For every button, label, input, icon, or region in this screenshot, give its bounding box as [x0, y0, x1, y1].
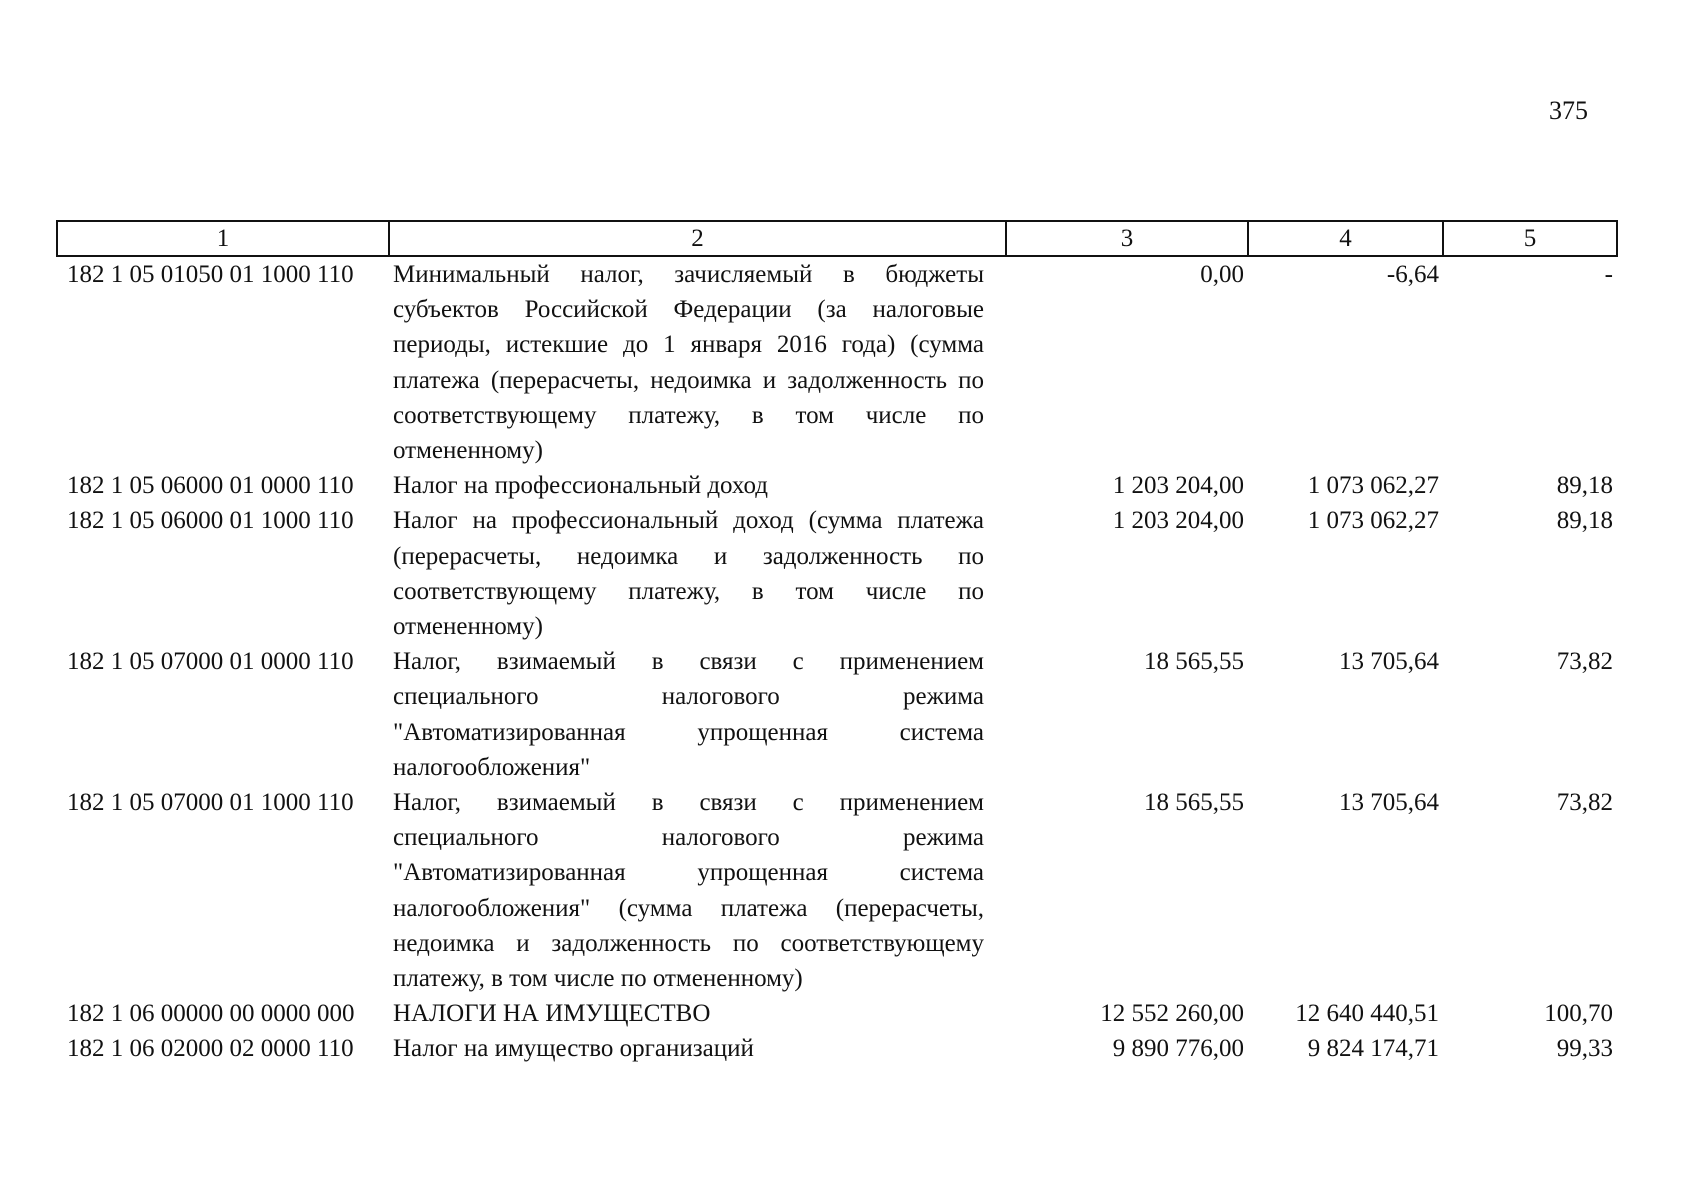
revenue-name-cell: Налог, взимаемый в связи с применением специального налогового режима "Автоматизированная упрощенная система налогообложения" [393, 648, 984, 781]
column-5-value: 89,18 [1556, 472, 1613, 500]
column-header-4: 4 [1248, 221, 1443, 256]
table-row [57, 996, 1617, 1031]
budget-code-cell: 182 1 05 07000 01 1000 110 [67, 789, 354, 817]
table-row [57, 785, 1617, 996]
table-row [57, 256, 1617, 468]
revenue-name-cell: Минимальный налог, зачисляемый в бюджеты субъектов Российской Федерации (за налоговые периоды, истекшие до 1 января 2016 года) (сумма платежа (перерасчеты, недоимка и задолженность по соответствующему платежу, в том числе по отмененному) [393, 261, 984, 465]
column-3-value: 18 565,55 [1144, 648, 1244, 676]
column-header-1: 1 [57, 221, 389, 256]
budget-code-cell: 182 1 05 06000 01 1000 110 [67, 507, 354, 535]
budget-code-cell: 182 1 06 02000 02 0000 110 [67, 1035, 354, 1063]
column-5-value: 73,82 [1556, 789, 1613, 817]
column-4-value: -6,64 [1386, 261, 1439, 288]
column-header-2: 2 [389, 221, 1006, 256]
column-3-value: 0,00 [1200, 261, 1244, 288]
column-3-value: 1 203 204,00 [1112, 472, 1244, 500]
budget-code-cell: 182 1 05 06000 01 0000 110 [67, 472, 354, 500]
column-5-value: 89,18 [1556, 507, 1613, 535]
column-5-value: 100,70 [1544, 1000, 1613, 1028]
page-number: 375 [1549, 96, 1588, 125]
column-3-value: 18 565,55 [1144, 789, 1244, 817]
column-5-value: - [1604, 261, 1613, 288]
column-4-value: 1 073 062,27 [1307, 507, 1439, 535]
budget-code-cell: 182 1 06 00000 00 0000 000 [67, 1000, 355, 1028]
table-header-row [57, 221, 1617, 256]
column-header-5: 5 [1443, 221, 1617, 256]
table-row [57, 644, 1617, 785]
revenue-name-cell: НАЛОГИ НА ИМУЩЕСТВО [393, 1000, 711, 1028]
revenue-name-cell: Налог, взимаемый в связи с применением специального налогового режима "Автоматизированная упрощенная система налогообложения" (сумма платежа (перерасчеты, недоимка и задолженность по соответствующему платежу, в том числе по отмененному) [393, 789, 984, 993]
column-4-value: 13 705,64 [1339, 789, 1439, 817]
column-4-value: 1 073 062,27 [1307, 472, 1439, 500]
column-3-value: 12 552 260,00 [1100, 1000, 1244, 1028]
table-row [57, 503, 1617, 644]
column-4-value: 9 824 174,71 [1307, 1035, 1439, 1063]
budget-code-cell: 182 1 05 07000 01 0000 110 [67, 648, 354, 676]
revenue-name-cell: Налог на профессиональный доход (сумма платежа (перерасчеты, недоимка и задолженность по соответствующему платежу, в том числе по отмененному) [393, 507, 984, 641]
table-row [57, 1031, 1617, 1066]
column-3-value: 1 203 204,00 [1112, 507, 1244, 535]
revenue-name-cell: Налог на профессиональный доход [393, 472, 768, 500]
column-4-value: 13 705,64 [1339, 648, 1439, 676]
revenue-name-cell: Налог на имущество организаций [393, 1035, 754, 1063]
column-5-value: 99,33 [1556, 1035, 1613, 1063]
column-4-value: 12 640 440,51 [1295, 1000, 1439, 1028]
column-5-value: 73,82 [1556, 648, 1613, 676]
column-header-3: 3 [1006, 221, 1248, 256]
table-row [57, 468, 1617, 503]
column-3-value: 9 890 776,00 [1112, 1035, 1244, 1063]
budget-code-cell: 182 1 05 01050 01 1000 110 [67, 261, 354, 288]
budget-revenue-table [56, 220, 1618, 1067]
